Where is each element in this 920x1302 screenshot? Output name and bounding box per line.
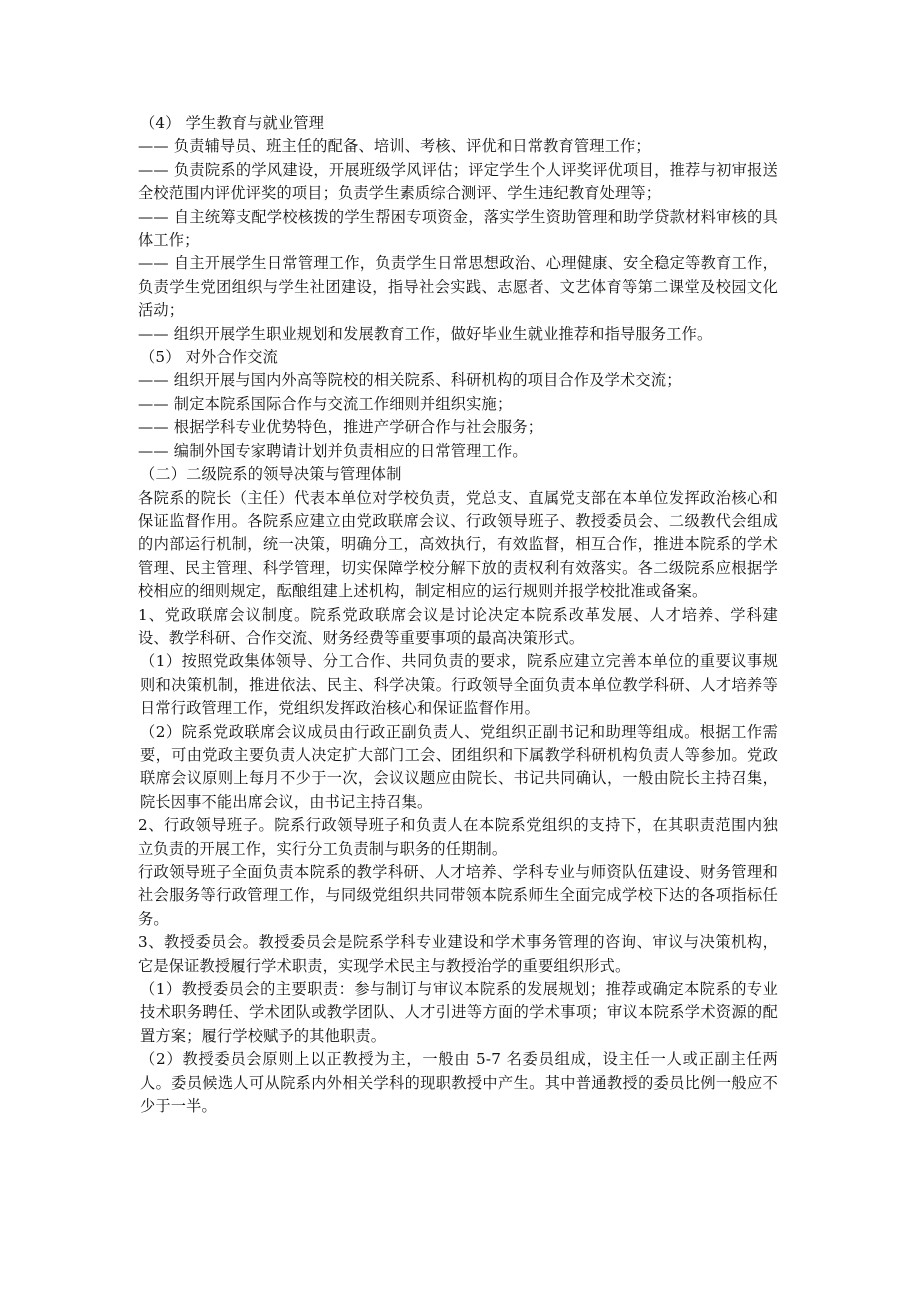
paragraph: 1、党政联席会议制度。院系党政联席会议是讨论决定本院系改革发展、人才培养、学科建设、教学科研、合作交流、财务经费等重要事项的最高决策形式。 bbox=[138, 605, 778, 647]
list-item: —— 负责院系的学风建设，开展班级学风评估；评定学生个人评奖评优项目，推荐与初审报送全校范围内评优评奖的项目；负责学生素质综合测评、学生违纪教育处理等； bbox=[138, 160, 778, 203]
list-item: —— 组织开展学生职业规划和发展教育工作，做好毕业生就业推荐和指导服务工作。 bbox=[138, 324, 713, 343]
list-item: —— 自主统筹支配学校核拨的学生帮困专项资金，落实学生资助管理和助学贷款材料审核的具体工作； bbox=[138, 207, 778, 250]
paragraph: 各院系的院长（主任）代表本单位对学校负责，党总支、直属党支部在本单位发挥政治核心和保证监督作用。各院系应建立由党政联席会议、行政领导班子、教授委员会、二级教代会组成的内部运行机制，统一决策，明确分工，高效执行，有效监督，相互合作，推进本院系的学术管理、民主管理、科学管理，切实保障学校分解下放的责权利有效落实。各二级院系应根据学校相应的细则规定，酝酿组建上述机构，制定相应的运行规则并报学校批准或备案。 bbox=[138, 488, 778, 601]
list-item: —— 自主开展学生日常管理工作，负责学生日常思想政治、心理健康、安全稳定等教育工作，负责学生党团组织与学生社团建设，指导社会实践、志愿者、文艺体育等第二课堂及校园文化活动； bbox=[138, 254, 778, 320]
list-item: —— 制定本院系国际合作与交流工作细则并组织实施； bbox=[138, 394, 513, 413]
paragraph: （1）按照党政集体领导、分工合作、共同负责的要求，院系应建立完善本单位的重要议事规则和决策机制，推进依法、民主、科学决策。行政领导全面负责本单位教学科研、人才培养等日常行政管理工作，党组织发挥政治核心和保证监督作用。 bbox=[140, 652, 778, 718]
paragraph: 行政领导班子全面负责本院系的教学科研、人才培养、学科专业与师资队伍建设、财务管理和社会服务等行政管理工作，与同级党组织共同带领本院系师生全面完成学校下达的各项指标任务。 bbox=[138, 863, 778, 928]
paragraph: （2）院系党政联席会议成员由行政正副负责人、党组织正副书记和助理等组成。根据工作需要，可由党政主要负责人决定扩大部门工会、团组织和下属教学科研机构负责人等参加。党政联席会议原则上每月不少于一次，会议议题应由院长、书记共同确认，一般由院长主持召集，院长因事不能出席会议，由书记主持召集。 bbox=[140, 722, 778, 811]
paragraph: （1）教授委员会的主要职责：参与制订与审议本院系的发展规划；推荐或确定本院系的专业技术职务聘任、学术团队或教学团队、人才引进等方面的学术事项；审议本院系学术资源的配置方案；履行学校赋予的其他职责。 bbox=[140, 980, 778, 1045]
list-item: —— 根据学科专业优势特色，推进产学研合作与社会服务； bbox=[138, 418, 544, 437]
document-body bbox=[138, 112, 778, 1118]
paragraph: 2、行政领导班子。院系行政领导班子和负责人在本院系党组织的支持下，在其职责范围内独立负责的开展工作，实行分工负责制与职务的任期制。 bbox=[138, 816, 778, 858]
list-item: —— 负责辅导员、班主任的配备、培训、考核、评优和日常教育管理工作； bbox=[138, 137, 651, 156]
section-heading-leadership: （二）二级院系的领导决策与管理体制 bbox=[140, 465, 402, 484]
paragraph: 3、教授委员会。教授委员会是院系学科专业建设和学术事务管理的咨询、审议与决策机构，它是保证教授履行学术职责，实现学术民主与教授治学的重要组织形式。 bbox=[138, 933, 778, 975]
section-heading-external-cooperation: （5） 对外合作交流 bbox=[140, 348, 278, 367]
paragraph: （2）教授委员会原则上以正教授为主，一般由 5-7 名委员组成，设主任一人或正副主任两人。委员候选人可从院系内外相关学科的现职教授中产生。其中普通教授的委员比例一般应不少于一半。 bbox=[140, 1050, 778, 1116]
list-item: —— 编制外国专家聘请计划并负责相应的日常管理工作。 bbox=[138, 441, 528, 460]
list-item: —— 组织开展与国内外高等院校的相关院系、科研机构的项目合作及学术交流； bbox=[138, 371, 682, 390]
section-heading-student-education: （4） 学生教育与就业管理 bbox=[140, 114, 325, 132]
